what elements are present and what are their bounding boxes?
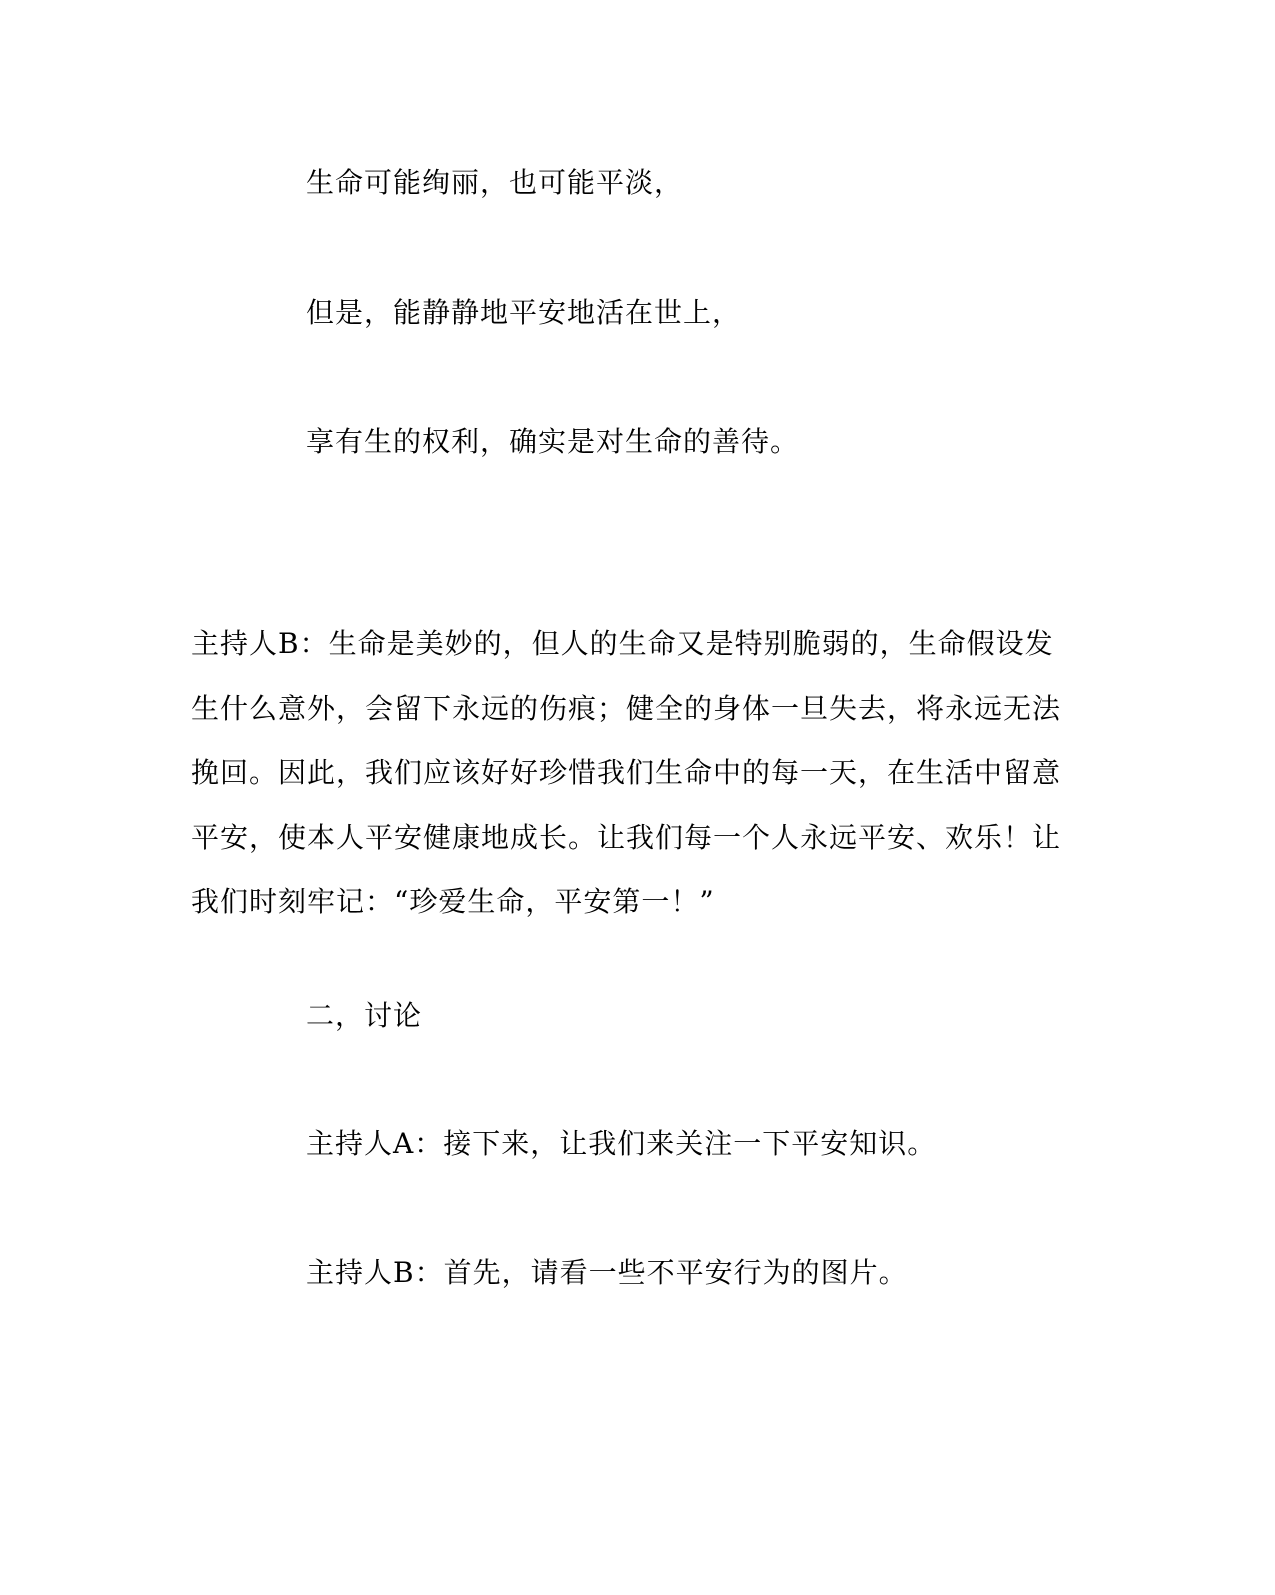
paragraph-line: 平安，使本人平安健康地成长。让我们每一个人永远平安、欢乐！让 (191, 820, 1062, 854)
host-b-paragraph (191, 612, 1071, 935)
paragraph-line: 主持人B：生命是美妙的，但人的生命又是特别脆弱的，生命假设发 (191, 627, 1054, 660)
paragraph-line: 挽回。因此，我们应该好好珍惜我们生命中的每一天，在生活中留意 (191, 756, 1062, 789)
section-heading: 二，讨论 (306, 999, 423, 1032)
poem-line: 享有生的权利，确实是对生命的善待。 (306, 425, 800, 458)
poem-line: 生命可能绚丽，也可能平淡， (306, 166, 684, 199)
host-b-line: 主持人B：首先，请看一些不平安行为的图片。 (306, 1256, 908, 1289)
paragraph-line: 我们时刻牢记：“珍爱生命，平安第一！” (191, 885, 715, 918)
paragraph-line: 生什么意外，会留下永远的伤痕；健全的身体一旦失去，将永远无法 (191, 691, 1062, 725)
poem-line: 但是，能静静地平安地活在世上， (306, 296, 742, 329)
host-a-line: 主持人A：接下来，让我们来关注一下平安知识。 (306, 1127, 937, 1160)
